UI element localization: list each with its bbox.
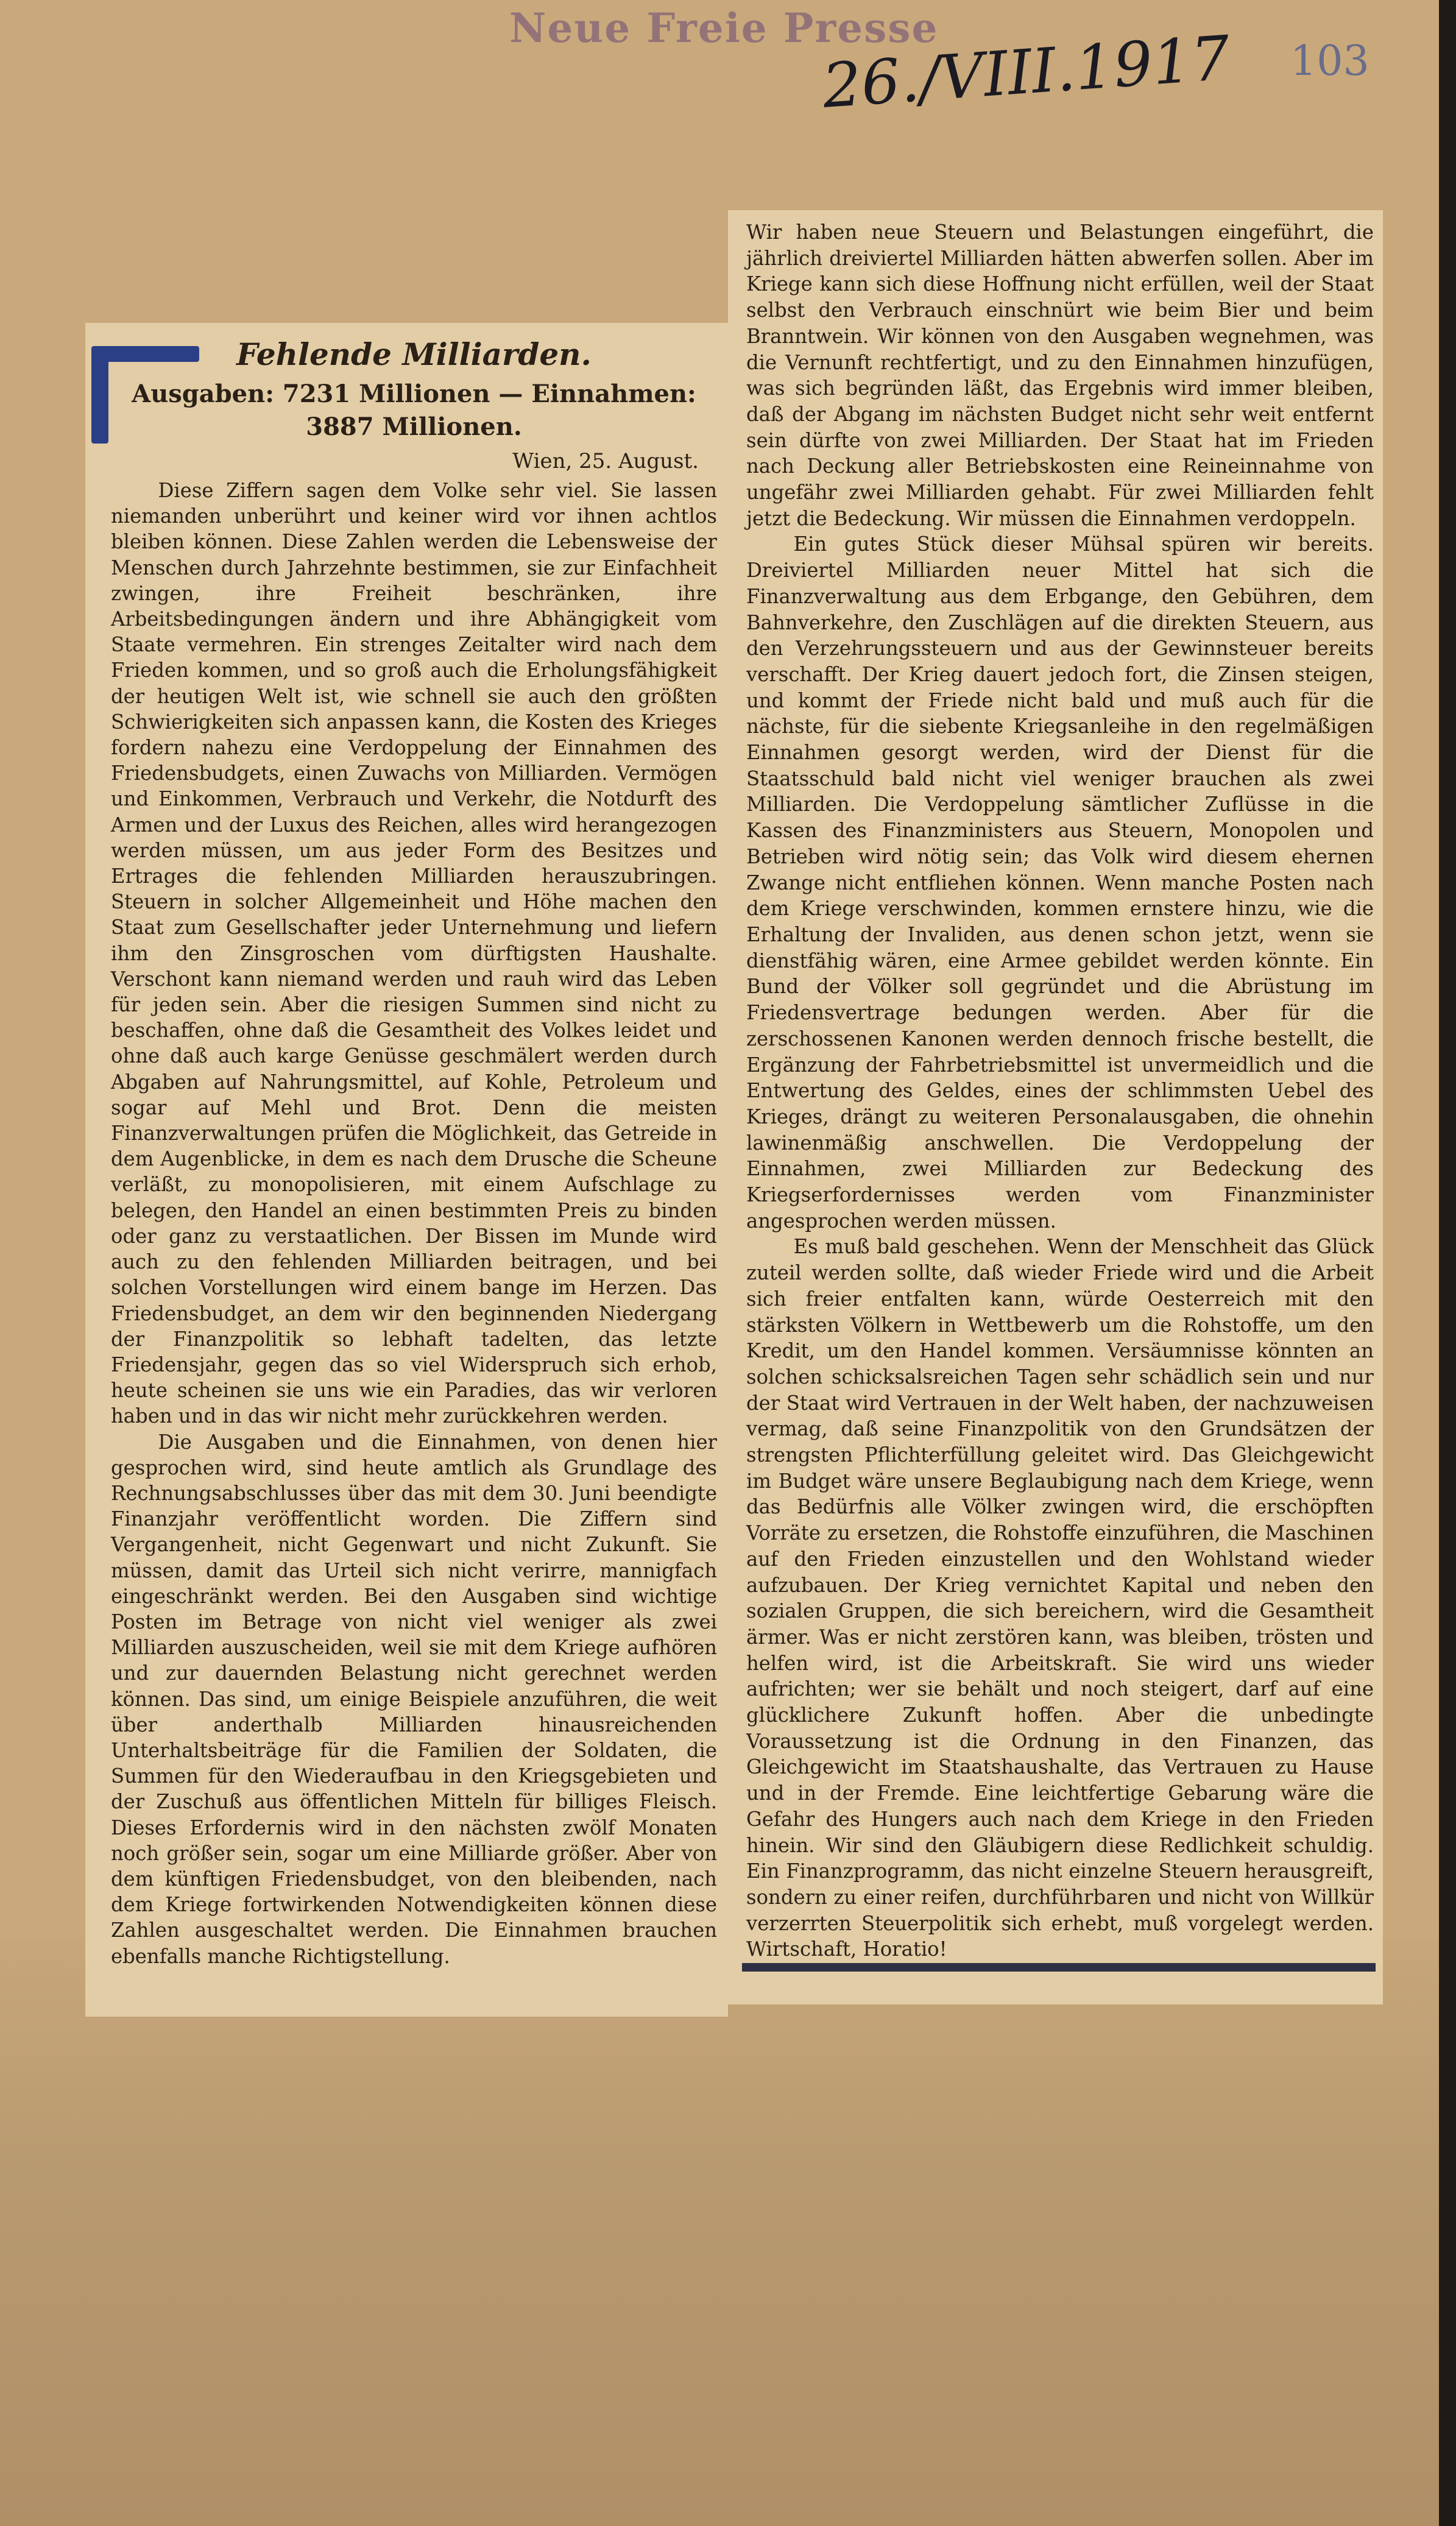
article-dateline: Wien, 25. August. <box>512 449 699 473</box>
article-left-column <box>111 335 717 1969</box>
article-paragraph: Es muß bald geschehen. Wenn der Menschheit das Glück zuteil werden sollte, daß wieder Friede wird und die Arbeit sich freier entfalten kann, würde Oesterreich mit den stärksten Völkern in Wettbewerb um die Rohstoffe, um den Kredit, um den Handel kommen. Versäumnisse könnten an solchen schicksalsreichen Tagen sehr schädlich sein und nur der Staat wird Vertrauen in der Welt haben, der nachzuweisen vermag, daß seine Finanzpolitik von den Grundsätzen der strengsten Pflichterfüllung geleitet wird. Das Gleichgewicht im Budget wäre unsere Beglaubigung nach dem Kriege, wenn das Bedürfnis alle Völker zwingen wird, die erschöpften Vorräte zu ersetzen, die Rohstoffe einzuführen, die Maschinen auf den Frieden einzustellen und den Wohlstand wieder aufzubauen. Der Krieg vernichtet Kapital und neben den sozialen Gruppen, die sich bereichern, wird die Gesamtheit ärmer. Was er nicht zerstören kann, was bleiben, trösten und helfen wird, ist die Arbeitskraft. Sie wird uns wieder aufrichten; wer sie behält und noch steigert, darf auf eine glücklichere Zukunft hoffen. Aber die unbedingte Voraussetzung ist die Ordnung in den Finanzen, das Gleichgewicht im Staatshaushalte, das Vertrauen zu Hause und in der Fremde. Eine leichtfertige Gebarung wäre die Gefahr des Hungers auch nach dem Kriege in den Frieden hinein. Wir sind den Gläubigern diese Redlichkeit schuldig. Ein Finanzprogramm, das nicht einzelne Steuern herausgreift, sondern zu einer reifen, durchführbaren und nicht von Willkür verzerrten Steuerpolitik sich erhebt, muß vorgelegt werden. Wirtschaft, Horatio! <box>746 1235 1374 1961</box>
article-title: Fehlende Milliarden. <box>236 336 592 372</box>
paper-shadow <box>0 1937 1439 2526</box>
handwritten-page-number: 103 <box>1290 37 1369 85</box>
article-paragraph: Wir haben neue Steuern und Belastungen eingeführt, die jährlich dreiviertel Milliarden hätten abwerfen sollen. Aber im Kriege kann sich diese Hoffnung nicht erfüllen, weil der Staat selbst den Verbrauch einschnürt wie beim Bier und beim Branntwein. Wir können von den Ausgaben wegnehmen, was die Vernunft rechtfertigt, und zu den Einnahmen hinzufügen, was sich begründen läßt, das Ergebnis wird immer bleiben, daß der Abgang im nächsten Budget nicht sehr weit entfernt sein dürfte von zwei Milliarden. Der Staat hat im Frieden nach Deckung aller Betriebskosten eine Reineinnahme von ungefähr zwei Milliarden gehabt. Für zwei Milliarden fehlt jetzt die Bedeckung. Wir müssen die Einnahmen verdoppeln. <box>746 221 1374 530</box>
blue-pencil-mark-vertical <box>91 346 108 444</box>
handwritten-date: 26./VIII.1917 <box>820 22 1232 122</box>
article-subtitle: Ausgaben: 7231 Millionen — Einnahmen: 3887 Millionen. <box>132 380 696 441</box>
article-paragraph: Ein gutes Stück dieser Mühsal spüren wir bereits. Dreiviertel Milliarden neuer Mittel hat sich die Finanzverwaltung aus dem Erbgange, den Gebühren, dem Bahnverkehre, den Zuschlägen auf die direkten Steuern, aus den Verzehrungssteuern und aus der Gewinnsteuer bereits verschafft. Der Krieg dauert jedoch fort, die Zinsen steigen, und kommt der Friede nicht bald und muß auch für die nächste, für die siebente Kriegsanleihe in den regelmäßigen Einnahmen gesorgt werden, wird der Dienst für die Staatsschuld bald nicht viel weniger brauchen als zwei Milliarden. Die Verdoppelung sämtlicher Zuflüsse in die Kassen des Finanzministers aus Steuern, Monopolen und Betrieben wird nötig sein; das Volk wird diesem ehernen Zwange nicht entfliehen können. Wenn manche Posten nach dem Kriege verschwinden, kommen ernstere hinzu, wie die Erhaltung der Invaliden, aus denen schon jetzt, wenn sie dienstfähig wären, eine Armee gebildet werden könnte. Ein Bund der Völker soll gegründet und die Abrüstung im Friedensvertrage bedungen werden. Aber für die zerschossenen Kanonen werden dennoch frische bestellt, die Ergänzung der Fahrbetriebsmittel ist unvermeidlich und die Entwertung des Geldes, eines der schlimmsten Uebel des Krieges, drängt zu weiteren Personalausgaben, die ohnehin lawinenmäßig anschwellen. Die Verdoppelung der Einnahmen, zwei Milliarden zur Bedeckung des Kriegserfordernisses werden vom Finanzminister angesprochen werden müssen. <box>746 532 1374 1233</box>
article-paragraph: Diese Ziffern sagen dem Volke sehr viel. Sie lassen niemanden unberührt und keiner wird vor ihnen achtlos bleiben können. Diese Zahlen werden die Lebensweise der Menschen durch Jahrzehnte bestimmen, sie zur Einfachheit zwingen, ihre Freiheit beschränken, ihre Arbeitsbedingungen ändern und ihre Abhängigkeit vom Staate vermehren. Ein strenges Zeitalter wird nach dem Frieden kommen, und so groß auch die Erholungsfähigkeit der heutigen Welt ist, wie schnell sie auch den größten Schwierigkeiten sich anpassen kann, die Kosten des Krieges fordern nahezu eine Verdoppelung der Einnahmen des Friedensbudgets, einen Zuwachs von Milliarden. Vermögen und Einkommen, Verbrauch und Verkehr, die Notdurft des Armen und der Luxus des Reichen, alles wird herangezogen werden müssen, um aus jeder Form des Besitzes und Ertrages die fehlenden Milliarden herauszubringen. Steuern in solcher Allgemeinheit und Höhe machen den Staat zum Gesellschafter jeder Unternehmung und liefern ihm den Zinsgroschen vom dürftigsten Haushalte. Verschont kann niemand werden und rauh wird das Leben für jeden sein. Aber die riesigen Summen sind nicht zu beschaffen, ohne daß die Gesamtheit des Volkes leidet und ohne daß auch karge Genüsse geschmälert werden durch Abgaben auf Nahrungsmittel, auf Kohle, Petroleum und sogar auf Mehl und Brot. Denn die meisten Finanzverwaltungen prüfen die Möglichkeit, das Getreide in dem Augenblicke, in dem es nach dem Drusche die Scheune verläßt, zu monopolisieren, mit einem Aufschlage zu belegen, den Handel an einen bestimmten Preis zu binden oder ganz zu verstaatlichen. Der Bissen im Munde wird auch zu den fehlenden Milliarden beitragen, und bei solchen Vorstellungen wird einem bange im Herzen. Das Friedensbudget, an dem wir den beginnenden Niedergang der Finanzpolitik so lebhaft tadelten, das letzte Friedensjahr, gegen das so viel Widerspruch sich erhob, heute scheinen sie uns wie ein Paradies, das wir verloren haben und in das wir nicht mehr zurückkehren werden. <box>111 479 717 1428</box>
newspaper-stamp: Neue Freie Presse <box>509 4 939 52</box>
article-paragraph: Die Ausgaben und die Einnahmen, von denen hier gesprochen wird, sind heute amtlich als Grundlage des Rechnungsabschlusses über das mit dem 30. Juni beendigte Finanzjahr veröffentlicht worden. Die Ziffern sind Vergangenheit, nicht Gegenwart und nicht Zukunft. Sie müssen, damit das Urteil sich nicht verirre, mannigfach eingeschränkt werden. Bei den Ausgaben sind wichtige Posten im Betrage von nicht viel weniger als zwei Milliarden auszuscheiden, weil sie mit dem Kriege aufhören und zur dauernden Belastung nicht gerechnet werden können. Das sind, um einige Beispiele anzuführen, die weit über anderthalb Milliarden hinausreichenden Unterhaltsbeiträge für die Familien der Soldaten, die Summen für den Wiederaufbau in den Kriegsgebieten und der Zuschuß aus öffentlichen Mitteln für billiges Fleisch. Dieses Erfordernis wird in den nächsten zwölf Monaten noch größer sein, sogar um eine Milliarde größer. Aber von dem künftigen Friedensbudget, von den bleibenden, nach dem Kriege fortwirkenden Notwendigkeiten können diese Zahlen ausgeschaltet werden. Die Einnahmen brauchen ebenfalls manche Richtigstellung. <box>111 1430 717 1968</box>
article-right-column <box>746 219 1374 1962</box>
column-end-rule <box>742 1963 1376 1972</box>
